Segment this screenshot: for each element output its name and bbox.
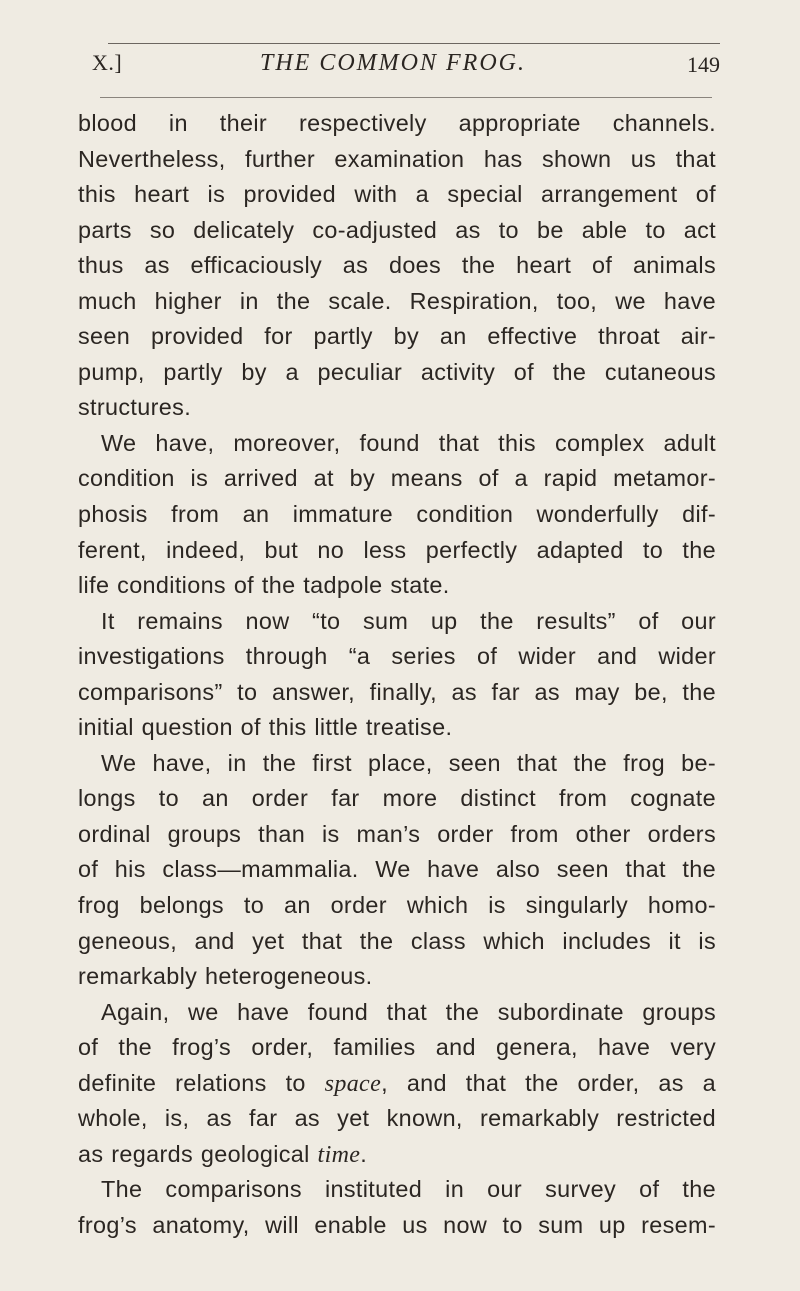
text-line: pump, partly by a peculiar activity of the cutaneous: [78, 358, 716, 385]
text-line: life conditions of the tadpole state.: [78, 572, 450, 599]
text-line: ordinal groups than is man’s order from other orders: [78, 820, 716, 847]
paragraph-start-line: We have, moreover, found that this complex adult: [101, 429, 716, 456]
running-head: [92, 50, 720, 94]
paragraph-start-line: It remains now “to sum up the results” of our: [101, 607, 716, 634]
text-line: geneous, and yet that the class which includes it is: [78, 927, 716, 954]
page-number: 149: [687, 52, 720, 77]
paragraph-start-line: Again, we have found that the subordinate groups: [101, 998, 716, 1025]
text-line: as regards geological time.: [78, 1140, 368, 1168]
text-line: this heart is provided with a special arrangement of: [78, 181, 716, 208]
text-line: comparisons” to answer, finally, as far as may be, the: [78, 678, 716, 705]
text-line: longs to an order far more distinct from cognate: [78, 785, 716, 812]
text-line: condition is arrived at by means of a rapid metamor-: [78, 465, 716, 492]
text-line: initial question of this little treatise.: [78, 714, 453, 741]
text-line: much higher in the scale. Respiration, too, we have: [78, 287, 716, 314]
text-line: definite relations to space, and that the order, as a: [78, 1069, 716, 1097]
text-line: parts so delicately co-adjusted as to be able to act: [78, 216, 716, 243]
text-line: ferent, indeed, but no less perfectly adapted to the: [78, 536, 716, 563]
text-line: Nevertheless, further examination has shown us that: [78, 145, 716, 172]
text-line: frog’s anatomy, will enable us now to sum up resem-: [78, 1211, 716, 1238]
text-line: of his class—mammalia. We have also seen that the: [78, 856, 716, 883]
text-line: blood in their respectively appropriate channels.: [78, 110, 716, 136]
body-text: [78, 106, 716, 1244]
text-line: whole, is, as far as yet known, remarkably restricted: [78, 1105, 716, 1132]
text-line: structures.: [78, 394, 192, 421]
italic-emphasis: space: [324, 1070, 382, 1097]
paragraph-start-line: The comparisons instituted in our survey of the: [101, 1176, 716, 1203]
text-line: seen provided for partly by an effective throat air-: [78, 323, 716, 350]
text-line: thus as efficaciously as does the heart of animals: [78, 252, 716, 279]
text-line: phosis from an immature condition wonderfully dif-: [78, 501, 716, 528]
text-line: of the frog’s order, families and genera, have very: [78, 1034, 716, 1061]
header-rule: [100, 97, 712, 98]
chapter-number: X.]: [92, 50, 123, 75]
italic-emphasis: time: [317, 1141, 361, 1168]
text-line: investigations through “a series of wider and wider: [78, 643, 716, 670]
top-rule: [108, 43, 720, 44]
text-line: remarkably heterogeneous.: [78, 963, 373, 990]
text-line: frog belongs to an order which is singularly homo-: [78, 892, 716, 919]
paragraph-start-line: We have, in the first place, seen that the frog be-: [101, 749, 716, 776]
running-title: THE COMMON FROG.: [260, 50, 526, 76]
